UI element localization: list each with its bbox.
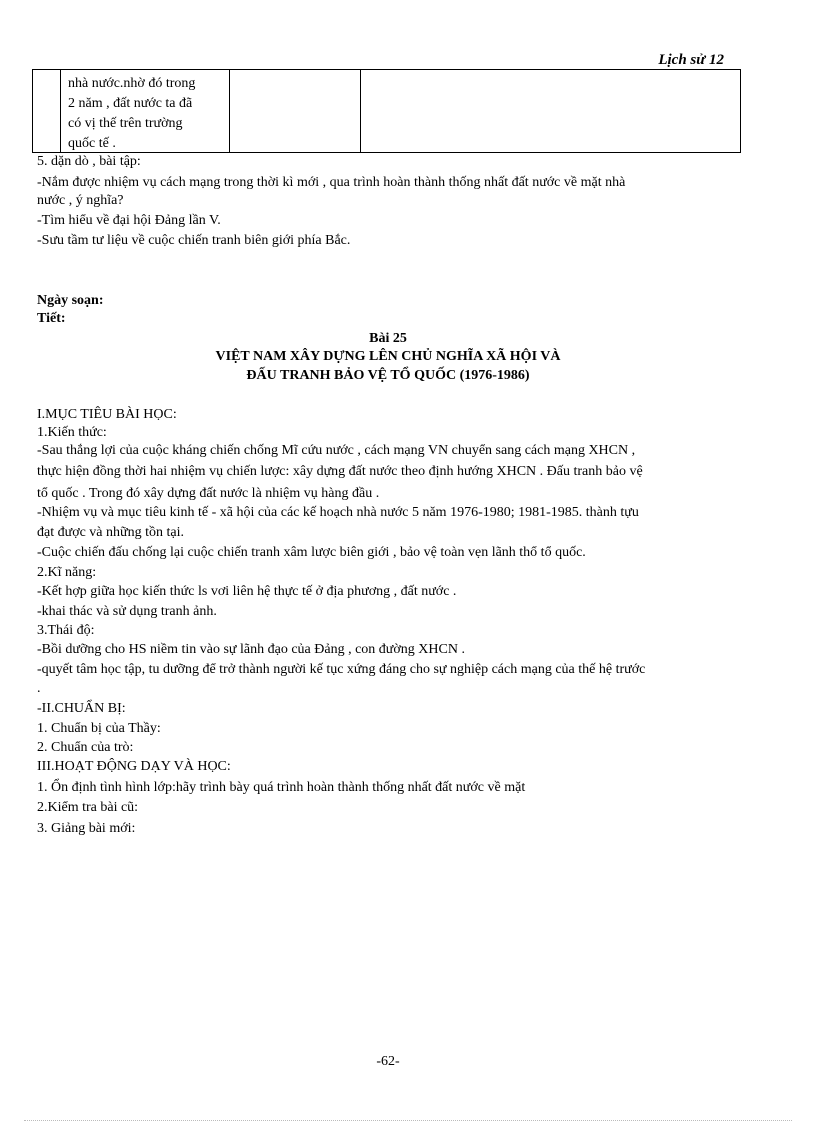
- body-line: 2. Chuẩn của trò:: [37, 740, 134, 755]
- prep-date-label: Ngày soạn:: [37, 293, 104, 308]
- body-line: .: [37, 681, 41, 696]
- section-heading: -II.CHUẨN BỊ:: [37, 701, 126, 716]
- page-number: -62-: [376, 1054, 400, 1069]
- lesson-number: Bài 25: [369, 331, 407, 346]
- body-line: đạt được và những tồn tại.: [37, 525, 184, 540]
- homework-item: -Tìm hiểu về đại hội Đảng lần V.: [37, 213, 221, 228]
- table-cell-line: nhà nước.nhờ đó trong: [68, 76, 196, 91]
- body-line: -Kết hợp giữa học kiến thức ls vơi liên hệ thực tế ở địa phương , đất nước .: [37, 584, 457, 599]
- table-cell-content: [68, 74, 260, 154]
- table-column-divider: [360, 69, 361, 153]
- section-heading: III.HOẠT ĐỘNG DẠY VÀ HỌC:: [37, 759, 231, 774]
- table-column-divider: [60, 69, 61, 153]
- subsection-heading: 1.Kiến thức:: [37, 425, 107, 440]
- table-cell-line: quốc tế .: [68, 136, 116, 151]
- table-cell-line: có vị thế trên trường: [68, 116, 183, 131]
- page-edge-divider: [24, 1120, 792, 1121]
- homework-item: -Sưu tầm tư liệu về cuộc chiến tranh biên giới phía Bắc.: [37, 233, 351, 248]
- body-line: -Bồi dưỡng cho HS niềm tin vào sự lãnh đạo của Đảng , con đường XHCN .: [37, 642, 465, 657]
- lesson-title-line: VIỆT NAM XÂY DỰNG LÊN CHỦ NGHĨA XÃ HỘI VÀ: [215, 349, 561, 364]
- body-line: -khai thác và sử dụng tranh ảnh.: [37, 604, 217, 619]
- body-line: -Cuộc chiến đấu chống lại cuộc chiến tranh xâm lược biên giới , bảo vệ toàn vẹn lãnh thổ tổ quốc.: [37, 545, 586, 560]
- subsection-heading: 3.Thái độ:: [37, 623, 95, 638]
- section-heading: I.MỤC TIÊU BÀI HỌC:: [37, 407, 177, 422]
- homework-title: 5. dặn dò , bài tập:: [37, 154, 141, 169]
- table-cell-line: 2 năm , đất nước ta đã: [68, 96, 193, 111]
- body-line: tổ quốc . Trong đó xây dựng đất nước là nhiệm vụ hàng đầu .: [37, 486, 380, 501]
- body-line: -quyết tâm học tập, tu dưỡng để trở thành người kế tục xứng đáng cho sự nghiệp cách mạng của thế hệ trước: [37, 662, 646, 677]
- subsection-heading: 2.Kĩ năng:: [37, 565, 97, 580]
- body-line: 1. Chuẩn bị của Thầy:: [37, 721, 161, 736]
- lesson-table-fragment: [32, 69, 741, 153]
- body-line: thực hiện đồng thời hai nhiệm vụ chiến lược: xây dựng đất nước theo định hướng XHCN . Đấu tranh bảo vệ: [37, 464, 643, 479]
- body-line: -Sau thắng lợi của cuộc kháng chiến chống Mĩ cứu nước , cách mạng VN chuyển sang cách mạng XHCN ,: [37, 443, 636, 458]
- homework-item: nước , ý nghĩa?: [37, 193, 124, 208]
- lesson-title-line: ĐẤU TRANH BẢO VỆ TỔ QUỐC (1976-1986): [246, 368, 530, 383]
- body-line: 2.Kiểm tra bài cũ:: [37, 800, 139, 815]
- body-line: 1. Ổn định tình hình lớp:hãy trình bày quá trình hoàn thành thống nhất đất nước về mặt: [37, 780, 526, 795]
- table-border-left: [32, 69, 33, 153]
- period-label: Tiết:: [37, 311, 66, 326]
- subject-header: Lịch sử 12: [658, 52, 724, 68]
- body-line: -Nhiệm vụ và mục tiêu kinh tế - xã hội của các kế hoạch nhà nước 5 năm 1976-1980; 1981-1985. thành tựu: [37, 505, 639, 520]
- body-line: 3. Giảng bài mới:: [37, 821, 136, 836]
- homework-item: -Nắm được nhiệm vụ cách mạng trong thời kì mới , qua trình hoàn thành thống nhất đất nước về mặt nhà: [37, 175, 626, 190]
- table-border-right: [740, 69, 741, 153]
